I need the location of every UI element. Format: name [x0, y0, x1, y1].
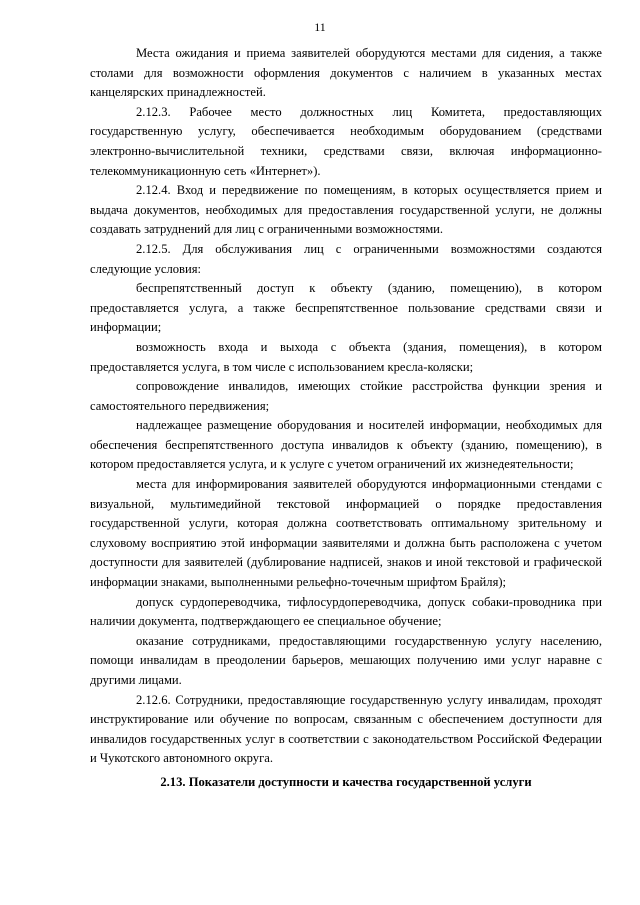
list-item-sign-interpreter: допуск сурдопереводчика, тифлосурдопереводчика, допуск собаки-проводника при наличии документа, подтверждающего ее специальное обучение; — [90, 594, 602, 629]
paragraph-2-12-5: 2.12.5. Для обслуживания лиц с ограниченными возможностями создаются следующие условия: — [90, 241, 602, 276]
list-item-entry-exit: возможность входа и выхода с объекта (здания, помещения), в котором предоставляется услуга, в том числе с использованием кресла-коляски; — [90, 339, 602, 374]
paragraph-waiting-areas: Места ожидания и приема заявителей оборудуются местами для сидения, а также столами для возможности оформления документов с наличием в указанных местах канцелярских принадлежностей. — [90, 46, 602, 100]
section-heading: 2.13. Показатели доступности и качества государственной услуги — [160, 774, 532, 789]
list-item-staff-assistance: оказание сотрудниками, предоставляющими государственную услугу населению, помощи инвалидам в преодолении барьеров, мешающих получению ими услуг наравне с другими лицами. — [90, 633, 602, 687]
paragraph-2-12-4: 2.12.4. Вход и передвижение по помещениям, в которых осуществляется прием и выдача документов, необходимых для предоставления государственной услуги, не должны создавать затруднений для лиц с ограниченными возможностями. — [90, 183, 602, 237]
list-item-information-stands: места для информирования заявителей оборудуются информационными стендами с визуальной, мультимедийной текстовой информацией о порядке предоставления государственной услуги, которая должна соответствовать оптимальному зрительному и слуховому восприятию этой информации заявителями и должна быть расположена с учетом доступности для заявителей (дублирование надписей, знаков и иной текстовой и графической информации знаками, выполненными рельефно-точечным шрифтом Брайля); — [90, 477, 602, 590]
list-item-equipment-placement: надлежащее размещение оборудования и носителей информации, необходимых для обеспечения беспрепятственного доступа инвалидов к объекту (зданию, помещению), в котором предоставляется услуга, и к услуге с учетом ограничений их жизнедеятельности; — [90, 418, 602, 472]
page-number: 11 — [314, 20, 326, 34]
paragraph-2-12-6: 2.12.6. Сотрудники, предоставляющие государственную услугу инвалидам, проходят инструктирование или обучение по вопросам, связанным с обеспечением доступности для инвалидов государственных услуг в соответствии с законодательством Российской Федерации и Чукотского автономного округа. — [90, 692, 602, 766]
paragraph-2-12-3: 2.12.3. Рабочее место должностных лиц Комитета, предоставляющих государственную услугу, обеспечивается необходимым оборудованием (средствами электронно-вычислительной техники, средствами связи, включая информационно-телекоммуникационную сеть «Интернет»). — [90, 104, 602, 178]
list-item-escort: сопровождение инвалидов, имеющих стойкие расстройства функции зрения и самостоятельного передвижения; — [90, 379, 602, 413]
list-item-unobstructed-access: беспрепятственный доступ к объекту (зданию, помещению), в котором предоставляется услуга, а также беспрепятственное пользование средствами связи и информации; — [90, 281, 602, 335]
document-body — [90, 44, 602, 793]
